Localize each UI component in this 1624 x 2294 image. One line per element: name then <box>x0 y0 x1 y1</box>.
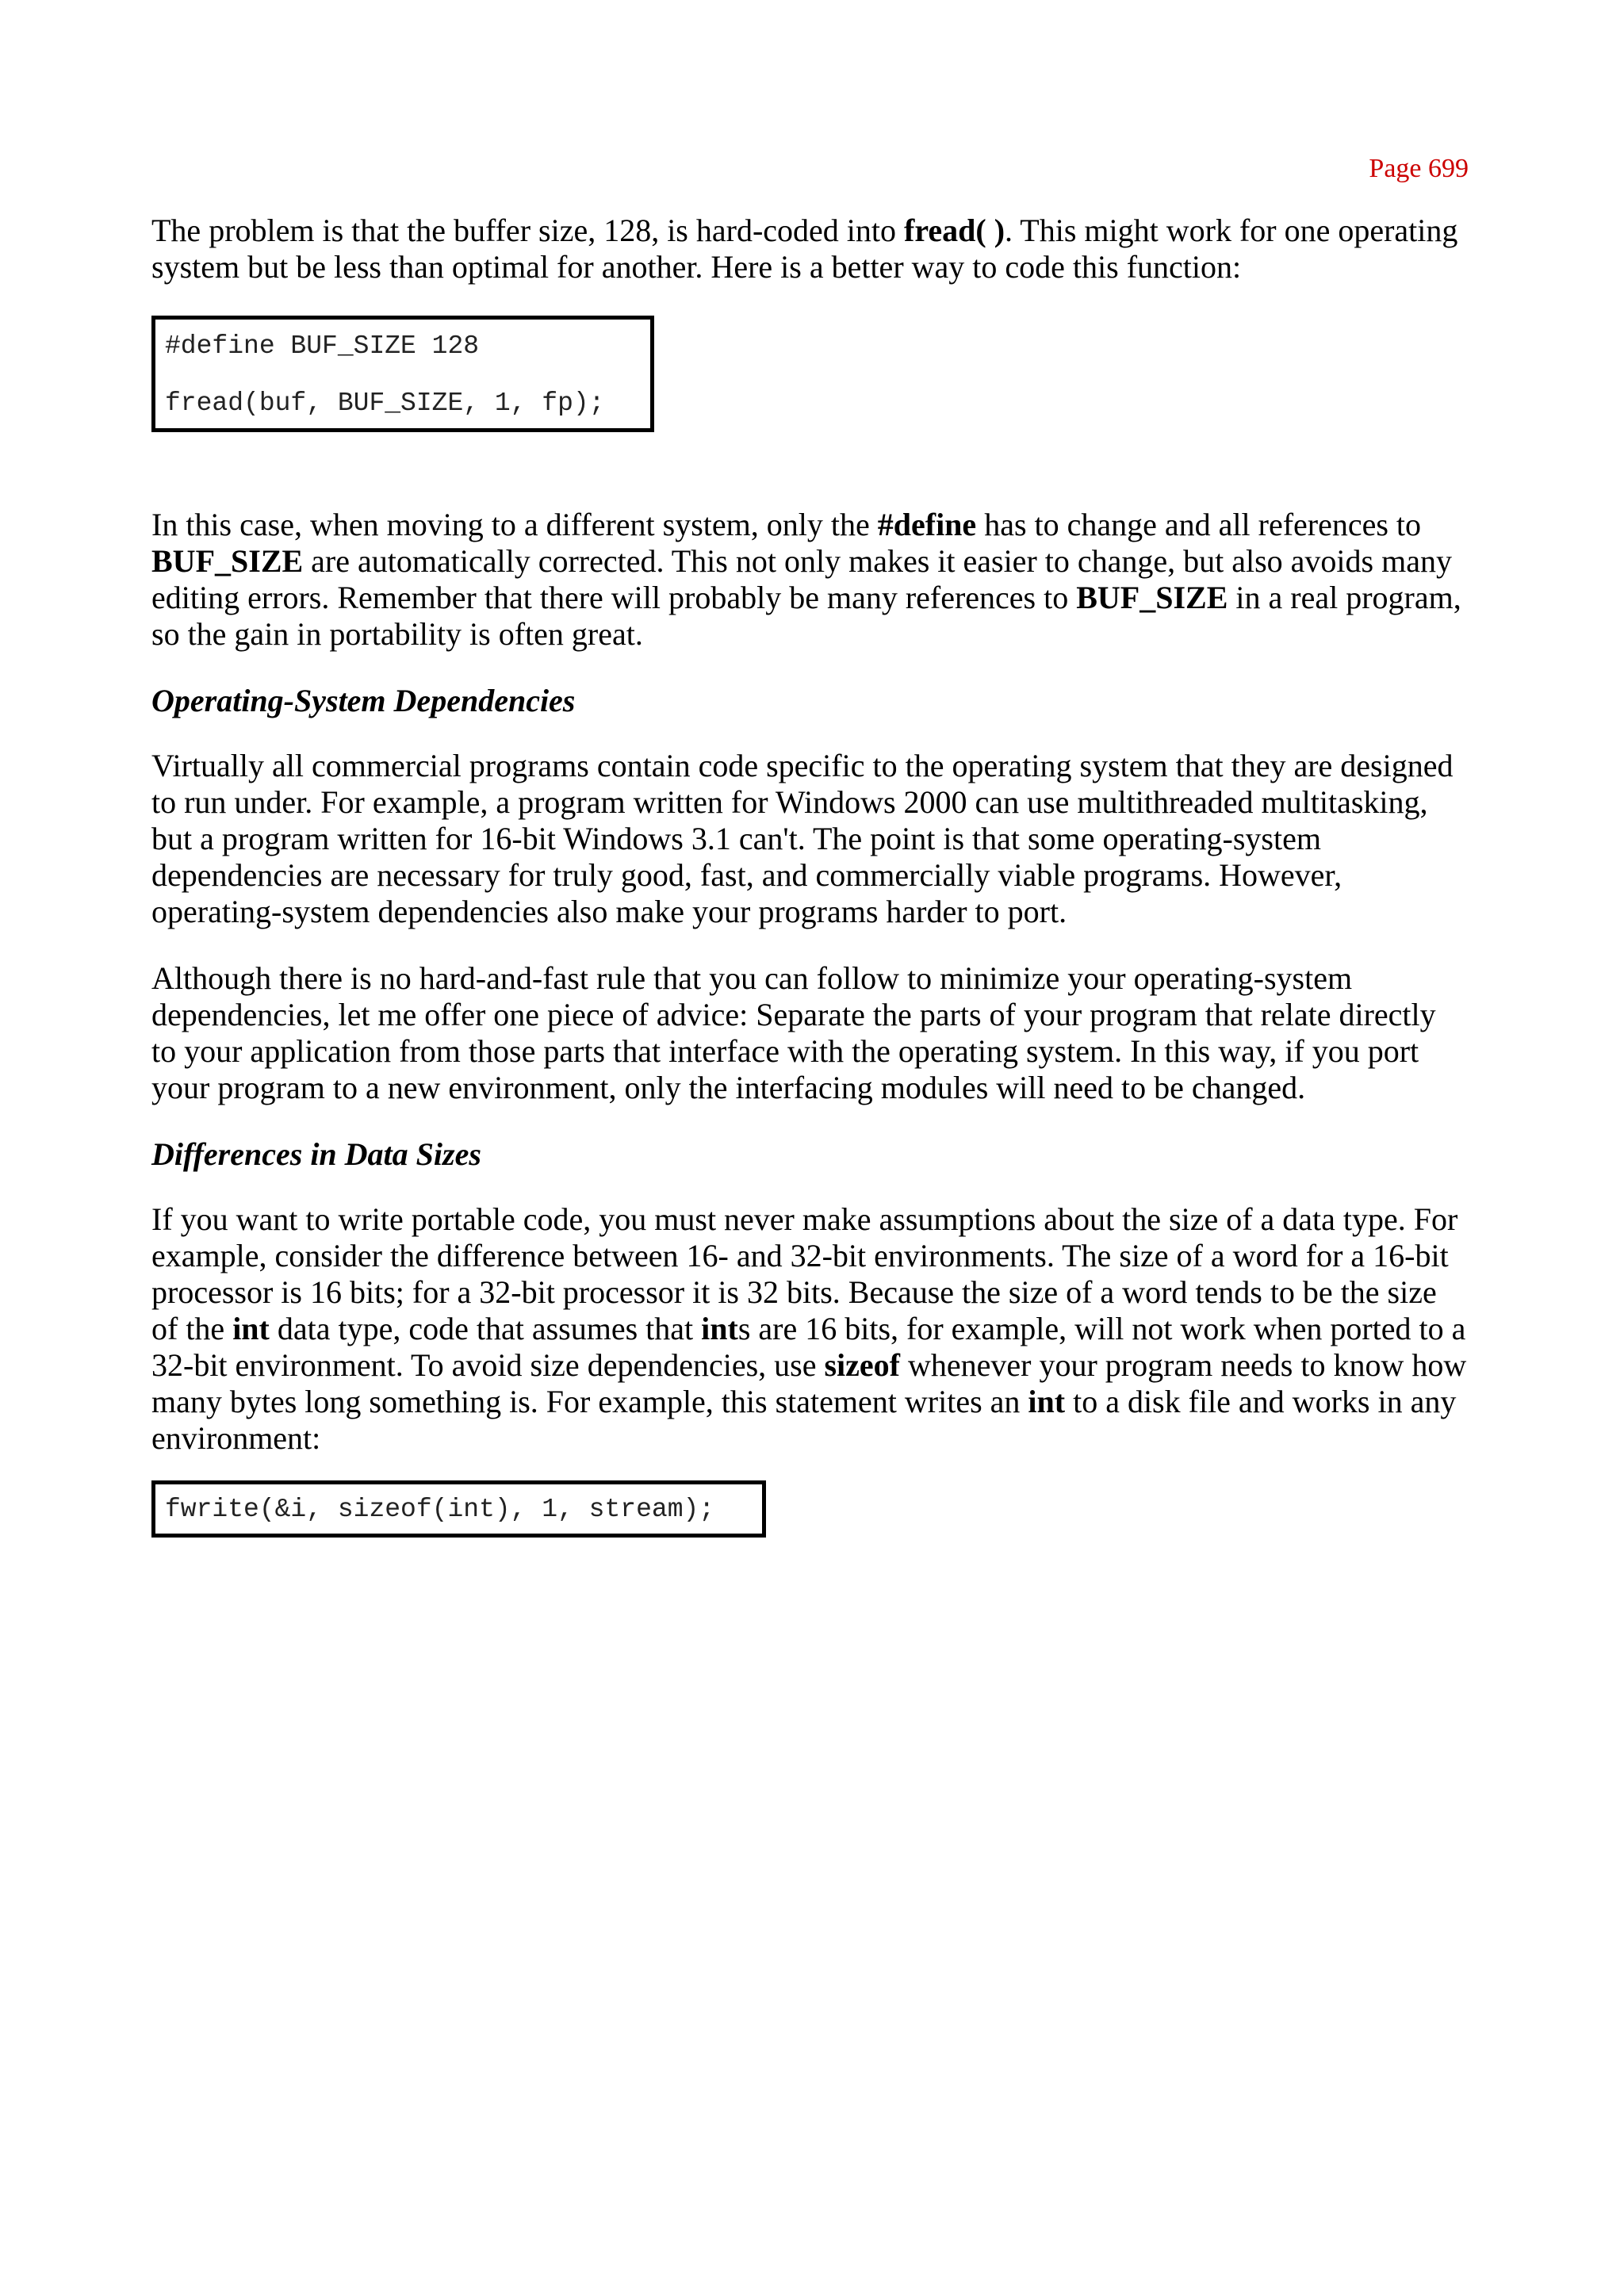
bold-term-sizeof: sizeof <box>824 1347 900 1383</box>
text-run: whenever your program needs to know how many bytes long something is. For example, this statement writes an <box>151 1347 1467 1419</box>
bold-term-buf-size: BUF_SIZE <box>151 543 304 579</box>
bold-term-int: int <box>701 1311 738 1346</box>
page-number: Page 699 <box>1369 154 1469 183</box>
paragraph-advice: Although there is no hard-and-fast rule that you can follow to minimize your operating-system dependencies, let me offer one piece of advice: Separate the parts of your program that relate directly to your application from those parts that interface with the operating system. In this way, if you port your program to a new environment, only the interfacing modules will need to be changed. <box>151 960 1436 1105</box>
text-run: to a disk file and works in any environment: <box>151 1384 1457 1456</box>
paragraph-data-sizes <box>151 1201 1468 1457</box>
text-run: are automatically corrected. This not only makes it easier to change, but also avoids many editing errors. Remember that there will probably be many references to <box>151 543 1452 615</box>
text-run: data type, code that assumes that <box>269 1311 702 1346</box>
paragraph-os-dependencies: Virtually all commercial programs contain code specific to the operating system that they are designed to run under. For example, a program written for Windows 2000 can use multithreaded multitasking, but a program written for 16-bit Windows 3.1 can't. The point is that some operating-system dependencies are necessary for truly good, fast, and commercially viable programs. However, operating-system dependencies also make your programs harder to port. <box>151 748 1454 929</box>
text-run: If you want to write portable code, you must never make assumptions about the size of a data type. For example, consider the difference between 16- and 32-bit environments. The size of a word for a 16-bit processor is 16 bits; for a 32-bit processor it is 32 bits. Because the size of a word tends to be the size of the <box>151 1201 1458 1346</box>
section-heading-data-sizes: Differences in Data Sizes <box>151 1136 481 1172</box>
bold-term-buf-size: BUF_SIZE <box>1076 580 1228 615</box>
text-run: In this case, when moving to a different system, only the <box>151 507 878 542</box>
bold-term-define: #define <box>877 507 977 542</box>
page-content <box>151 213 1468 1612</box>
paragraph-define-explanation <box>151 507 1468 653</box>
bold-term-fread: fread( ) <box>904 213 1005 248</box>
code-block-define <box>151 316 654 432</box>
paragraph-buffer-size <box>151 213 1468 285</box>
code-line: fwrite(&i, sizeof(int), 1, stream); <box>165 1495 715 1524</box>
text-run: . This might work for one operating system but be less than optimal for another. Here is a better way to code this function: <box>151 213 1458 285</box>
code-line: #define BUF_SIZE 128 <box>165 331 480 361</box>
bold-term-int: int <box>232 1311 270 1346</box>
text-run: The problem is that the buffer size, 128, is hard-coded into <box>151 213 905 248</box>
text-run: in a real program, so the gain in portability is often great. <box>151 580 1461 652</box>
bold-term-int: int <box>1028 1384 1066 1419</box>
text-run: has to change and all references to <box>976 507 1422 542</box>
text-run: s are 16 bits, for example, will not work when ported to a 32-bit environment. To avoid size dependencies, use <box>151 1311 1466 1383</box>
code-block-fwrite <box>151 1480 766 1538</box>
code-line: fread(buf, BUF_SIZE, 1, fp); <box>165 389 605 418</box>
section-heading-os-dependencies: Operating-System Dependencies <box>151 683 576 718</box>
